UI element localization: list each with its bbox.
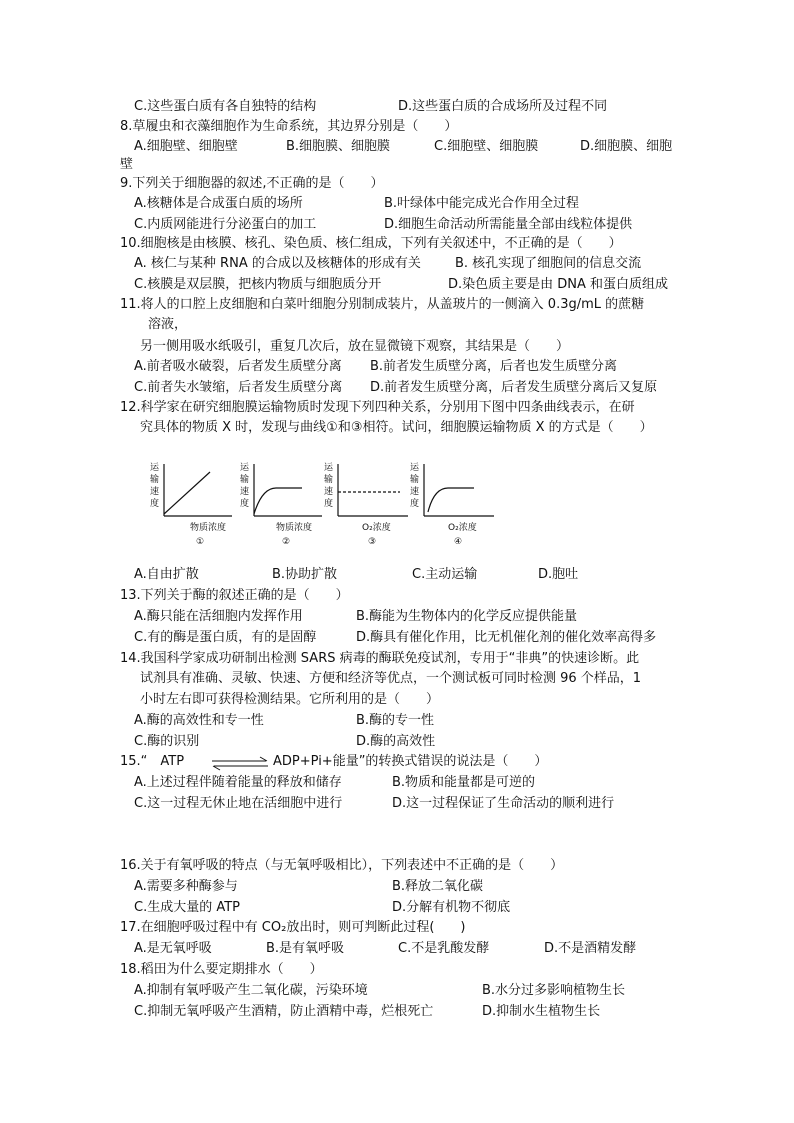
q12-option-a: A.自由扩散	[134, 567, 199, 582]
q12-stem-line1: 12.科学家在研究细胞膜运输物质时发现下列四种关系，分别用下图中四条曲线表示，在研	[120, 400, 635, 415]
graph-2-number: ②	[282, 537, 291, 547]
graph-4-ylabel-4: 度	[410, 499, 420, 509]
graph-3-ylabel-4: 度	[324, 499, 334, 509]
graph-4-ylabel-1: 运	[410, 463, 420, 473]
q12-graphs-figure	[0, 458, 794, 548]
q18-option-b: B.水分过多影响植物生长	[482, 983, 626, 998]
q13-option-a: A.酶只能在活细胞内发挥作用	[134, 609, 303, 624]
graph-3-ylabel-2: 输	[324, 475, 334, 485]
graph-3-ylabel-3: 速	[324, 487, 334, 497]
graph-1-ylabel-1: 运	[150, 463, 160, 473]
q7-option-d: D.这些蛋白质的合成场所及过程不同	[398, 99, 608, 114]
q11-stem-line1: 11.将人的口腔上皮细胞和白菜叶细胞分别制成装片，从盖玻片的一侧滴入 0.3g/mL 的蔗糖	[120, 297, 645, 312]
q15-stem-start: 15.“ ATP	[120, 754, 185, 769]
q8-option-d-continued: 壁	[120, 157, 134, 172]
q8-option-d: D.细胞膜、细胞	[580, 139, 673, 154]
q12-option-d: D.胞吐	[538, 567, 579, 582]
graph-2-ylabel-3: 速	[240, 487, 250, 497]
q10-stem: 10.细胞核是由核膜、核孔、染色质、核仁组成，下列有关叙述中，不正确的是（ ）	[120, 236, 622, 251]
q14-stem-line1: 14.我国科学家成功研制出检测 SARS 病毒的酶联免疫试剂，专用于“非典”的快速诊断。此	[120, 651, 640, 666]
q14-stem-line2: 试剂具有准确、灵敏、快速、方便和经济等优点，一个测试板可同时检测 96 个样品，1	[140, 671, 642, 686]
q17-option-d: D.不是酒精发酵	[544, 941, 637, 956]
q9-option-b: B.叶绿体中能完成光合作用全过程	[384, 196, 580, 211]
q9-option-d: D.细胞生命活动所需能量全部由线粒体提供	[384, 217, 633, 232]
graph-4	[410, 462, 494, 547]
graph-3	[324, 462, 408, 547]
graph-4-number: ④	[454, 537, 463, 547]
graph-2-ylabel-1: 运	[240, 463, 250, 473]
q16-option-c: C.生成大量的 ATP	[134, 900, 241, 915]
q10-option-c: C.核膜是双层膜，把核内物质与细胞质分开	[134, 277, 382, 292]
graph-2-ylabel-2: 输	[240, 475, 250, 485]
q7-option-c: C.这些蛋白质有各自独特的结构	[134, 99, 317, 114]
q8-stem: 8.草履虫和衣藻细胞作为生命系统，其边界分别是（ ）	[120, 119, 458, 134]
q12-option-b: B.协助扩散	[272, 567, 338, 582]
q16-option-a: A.需要多种酶参与	[134, 879, 238, 894]
q14-option-a: A.酶的高效性和专一性	[134, 713, 264, 728]
q18-option-c: C.抑制无氧呼吸产生酒精，防止酒精中毒，烂根死亡	[134, 1004, 434, 1019]
graph-4-curve	[428, 488, 474, 512]
q17-stem: 17.在细胞呼吸过程中有 CO₂放出时，则可判断此过程( )	[120, 920, 466, 935]
graph-1-number: ①	[196, 537, 205, 547]
graph-3-ylabel-1: 运	[324, 463, 334, 473]
q18-option-d: D.抑制水生植物生长	[482, 1004, 601, 1019]
graph-3-number: ③	[368, 537, 377, 547]
q17-option-c: C.不是乳酸发酵	[398, 941, 490, 956]
q11-option-a: A.前者吸水破裂，后者发生质壁分离	[134, 359, 342, 374]
graph-4-ylabel-2: 输	[410, 475, 420, 485]
q11-option-b: B.前者发生质壁分离，后者也发生质壁分离	[370, 359, 618, 374]
q13-option-b: B.酶能为生物体内的化学反应提供能量	[356, 609, 578, 624]
q11-option-c: C.前者失水皱缩，后者发生质壁分离	[134, 380, 343, 395]
q10-option-a: A. 核仁与某种 RNA 的合成以及核糖体的形成有关	[134, 256, 421, 271]
q8-option-a: A.细胞壁、细胞壁	[134, 139, 238, 154]
q15-option-c: C.这一过程无休止地在活细胞中进行	[134, 796, 343, 811]
q15-stem-end: ADP+Pi+能量”的转换式错误的说法是（ ）	[273, 754, 548, 769]
q9-option-a: A.核糖体是合成蛋白质的场所	[134, 196, 303, 211]
q9-option-c: C.内质网能进行分泌蛋白的加工	[134, 217, 317, 232]
q11-stem-line3: 另一侧用吸水纸吸引，重复几次后，放在显微镜下观察，其结果是（ ）	[140, 339, 570, 354]
q10-option-b: B. 核孔实现了细胞间的信息交流	[455, 256, 642, 271]
graph-4-ylabel-3: 速	[410, 487, 420, 497]
graph-4-xlabel: O₂浓度	[448, 523, 477, 533]
graph-2-xlabel: 物质浓度	[276, 523, 313, 533]
q10-option-d: D.染色质主要是由 DNA 和蛋白质组成	[448, 277, 669, 292]
q13-option-d: D.酶具有催化作用，比无机催化剂的催化效率高得多	[356, 630, 657, 645]
graph-2	[240, 462, 322, 547]
graph-2-curve	[254, 488, 302, 514]
q12-stem-line2: 究具体的物质 X 时，发现与曲线①和③相符。试问，细胞膜运输物质 X 的方式是（ ）	[140, 420, 653, 435]
q16-option-b: B.释放二氧化碳	[392, 879, 484, 894]
q16-option-d: D.分解有机物不彻底	[392, 900, 511, 915]
graph-2-ylabel-4: 度	[240, 499, 250, 509]
q15-option-b: B.物质和能量都是可逆的	[392, 775, 536, 790]
q17-option-b: B.是有氧呼吸	[266, 941, 345, 956]
graph-1-xlabel: 物质浓度	[190, 523, 227, 533]
graph-1-ylabel-2: 输	[150, 475, 160, 485]
q17-option-a: A.是无氧呼吸	[134, 941, 212, 956]
q9-stem: 9.下列关于细胞器的叙述,不正确的是（ ）	[120, 176, 384, 191]
q18-option-a: A.抑制有氧呼吸产生二氧化碳，污染环境	[134, 983, 368, 998]
q15-option-a: A.上述过程伴随着能量的释放和储存	[134, 775, 342, 790]
reversible-arrow-icon	[210, 755, 270, 771]
graph-3-xlabel: O₂浓度	[362, 523, 391, 533]
graph-1-curve	[164, 472, 210, 514]
q11-stem-line2: 溶液，	[148, 317, 188, 332]
graph-1-ylabel-4: 度	[150, 499, 160, 509]
q14-option-d: D.酶的高效性	[356, 734, 436, 749]
q18-stem: 18.稻田为什么要定期排水（ ）	[120, 962, 323, 977]
q13-option-c: C.有的酶是蛋白质，有的是固醇	[134, 630, 317, 645]
q14-option-c: C.酶的识别	[134, 734, 200, 749]
q13-stem: 13.下列关于酶的叙述正确的是（ ）	[120, 588, 349, 603]
q14-stem-line3: 小时左右即可获得检测结果。它所利用的是（ ）	[140, 692, 440, 707]
q16-stem: 16.关于有氧呼吸的特点（与无氧呼吸相比），下列表述中不正确的是（ ）	[120, 858, 564, 873]
q15-option-d: D.这一过程保证了生命活动的顺利进行	[392, 796, 615, 811]
q11-option-d: D.前者发生质壁分离，后者发生质壁分离后又复原	[370, 380, 658, 395]
q8-option-b: B.细胞膜、细胞膜	[286, 139, 391, 154]
q12-option-c: C.主动运输	[412, 567, 478, 582]
graph-1	[150, 462, 232, 547]
q14-option-b: B.酶的专一性	[356, 713, 435, 728]
graph-1-ylabel-3: 速	[150, 487, 160, 497]
q8-option-c: C.细胞壁、细胞膜	[434, 139, 539, 154]
